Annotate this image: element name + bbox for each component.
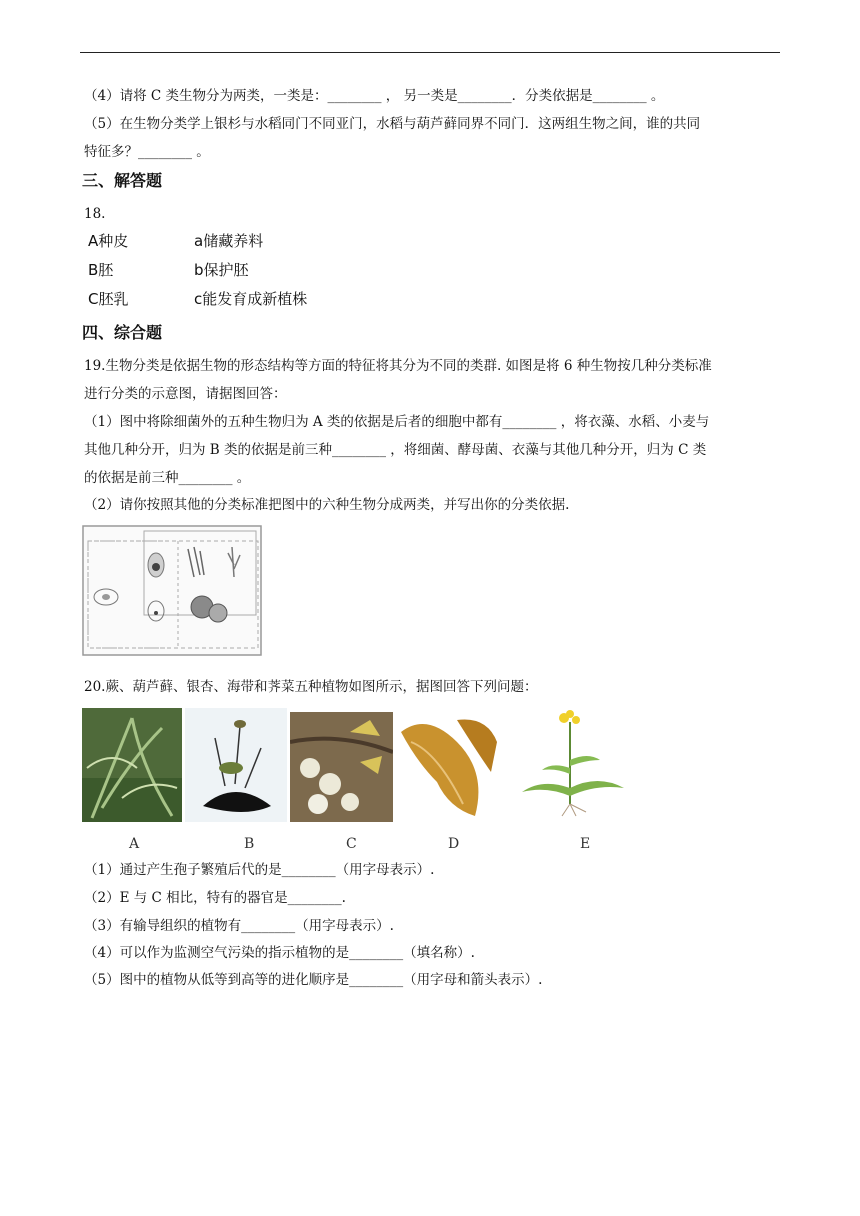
section-4-title: 四、综合题 (82, 323, 163, 342)
photo-caption-e: E (580, 836, 591, 852)
photo-caption-b: B (244, 836, 255, 852)
q19-part1-a: （1）图中将除细菌外的五种生物归为 A 类的依据是后者的细胞中都有________ ，将衣藻、水稻、小麦与 (84, 414, 710, 430)
q18-right-1: a储藏养料 (194, 232, 264, 250)
q19-part2: （2）请你按照其他的分类标准把图中的六种生物分成两类，并写出你的分类依据. (84, 497, 570, 513)
q20-question-1: （1）通过产生孢子繁殖后代的是________（用字母表示）. (84, 862, 435, 878)
q20-question-5: （5）图中的植物从低等到高等的进化顺序是________（用字母和箭头表示）. (84, 972, 543, 988)
q20-question-2: （2）E 与 C 相比，特有的器官是________. (84, 890, 346, 906)
q19-part1-c: 的依据是前三种________ 。 (84, 470, 251, 486)
q17-line4: （4）请将 C 类生物分为两类，一类是：________ ， 另一类是________．分类依据是________ 。 (84, 88, 665, 104)
photo-caption-c: C (346, 836, 357, 852)
q20-stem: 20.蕨、葫芦藓、银杏、海带和荠菜五种植物如图所示，据图回答下列问题： (84, 679, 538, 695)
header-rule (80, 52, 780, 53)
q20-question-3: （3）有输导组织的植物有________（用字母表示）. (84, 918, 394, 934)
q18-number: 18. (84, 206, 106, 222)
q17-line5a: （5）在生物分类学上银杉与水稻同门不同亚门，水稻与葫芦藓同界不同门．这两组生物之间，谁的共同 (84, 116, 701, 132)
q19-part1-b: 其他几种分开，归为 B 类的依据是前三种________ ，将细菌、酵母菌、衣藻与其他几种分开，归为 C 类 (84, 442, 707, 458)
section-3-title: 三、解答题 (82, 171, 163, 190)
q19-stem-1: 19.生物分类是依据生物的形态结构等方面的特征将其分为不同的类群. 如图是将 6 种生物按几种分类标准 (84, 358, 712, 374)
shepherds-purse-photo (512, 708, 632, 818)
kelp-photo (397, 712, 500, 822)
photo-caption-a: A (129, 836, 140, 852)
q18-left-2: B胚 (88, 261, 114, 279)
q19-stem-2: 进行分类的示意图，请据图回答： (84, 386, 287, 402)
q18-left-3: C胚乳 (88, 290, 129, 308)
q18-right-3: c能发育成新植株 (194, 290, 308, 308)
q18-left-1: A种皮 (88, 232, 129, 250)
ginkgo-photo (290, 712, 393, 822)
q20-question-4: （4）可以作为监测空气污染的指示植物的是________（填名称）. (84, 945, 475, 961)
fern-photo (82, 708, 182, 822)
q18-right-2: b保护胚 (194, 261, 249, 279)
classification-diagram (82, 525, 262, 656)
q17-line5b: 特征多？________ 。 (84, 144, 210, 160)
photo-caption-d: D (448, 836, 460, 852)
moss-photo (185, 708, 287, 822)
